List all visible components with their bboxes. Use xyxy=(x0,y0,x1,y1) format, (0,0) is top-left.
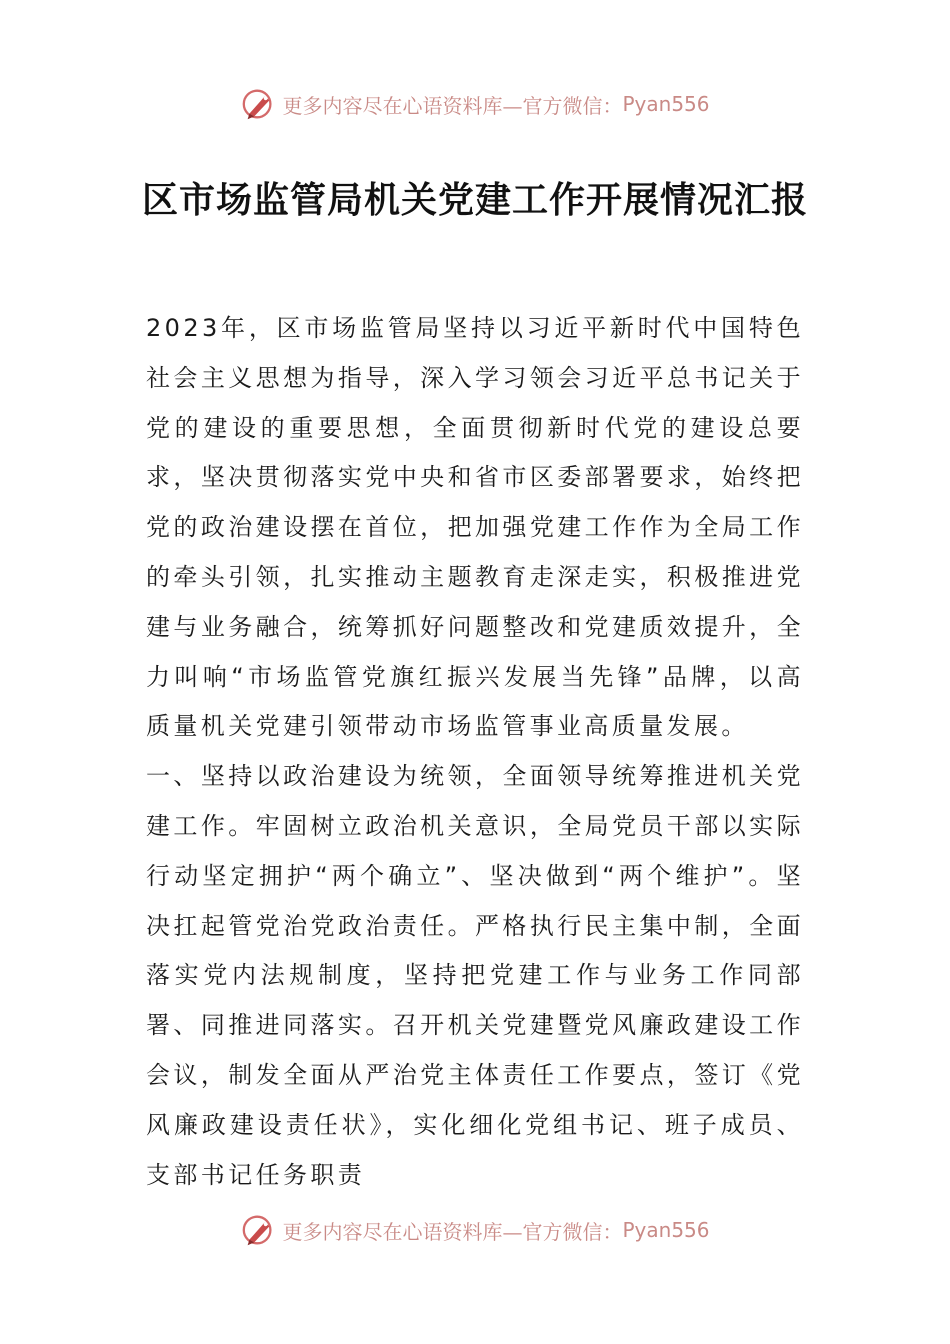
watermark-text: 更多内容尽在心语资料库—官方微信： xyxy=(282,93,623,118)
pen-nib-logo-icon xyxy=(240,1211,278,1249)
footer-watermark xyxy=(0,1208,950,1252)
paragraph-intro: 2023年，区市场监管局坚持以习近平新时代中国特色社会主义思想为指导，深入学习领会习近平总书记关于党的建设的重要思想，全面贯彻新时代党的建设总要求，坚决贯彻落实党中央和省市区委部署要求，始终把党的政治建设摆在首位，把加强党建工作作为全局工作的牵头引领，扎实推动主题教育走深走实，积极推进党建与业务融合，统筹抓好问题整改和党建质效提升，全力叫响“市场监管党旗红振兴发展当先锋”品牌，以高质量机关党建引领带动市场监管事业高质量发展。 xyxy=(146,314,804,741)
header-watermark xyxy=(0,82,950,126)
watermark-text: 更多内容尽在心语资料库—官方微信： xyxy=(282,1219,623,1244)
document-title: 区市场监管局机关党建工作开展情况汇报 xyxy=(141,179,808,221)
document-body xyxy=(146,304,804,1200)
watermark-wechat-id: Pyan556 xyxy=(622,92,710,116)
paragraph-section-1: 一、坚持以政治建设为统领，全面领导统筹推进机关党建工作。牢固树立政治机关意识，全局党员干部以实际行动坚定拥护“两个确立”、坚决做到“两个维护”。坚决扛起管党治党政治责任。严格执行民主集中制，全面落实党内法规制度，坚持把党建工作与业务工作同部署、同推进同落实。召开机关党建暨党风廉政建设工作会议，制发全面从严治党主体责任工作要点，签订《党风廉政建设责任状》，实化细化党组书记、班子成员、支部书记任务职责 xyxy=(146,762,804,1189)
pen-nib-logo-icon xyxy=(240,85,278,123)
watermark-wechat-id: Pyan556 xyxy=(622,1218,710,1242)
